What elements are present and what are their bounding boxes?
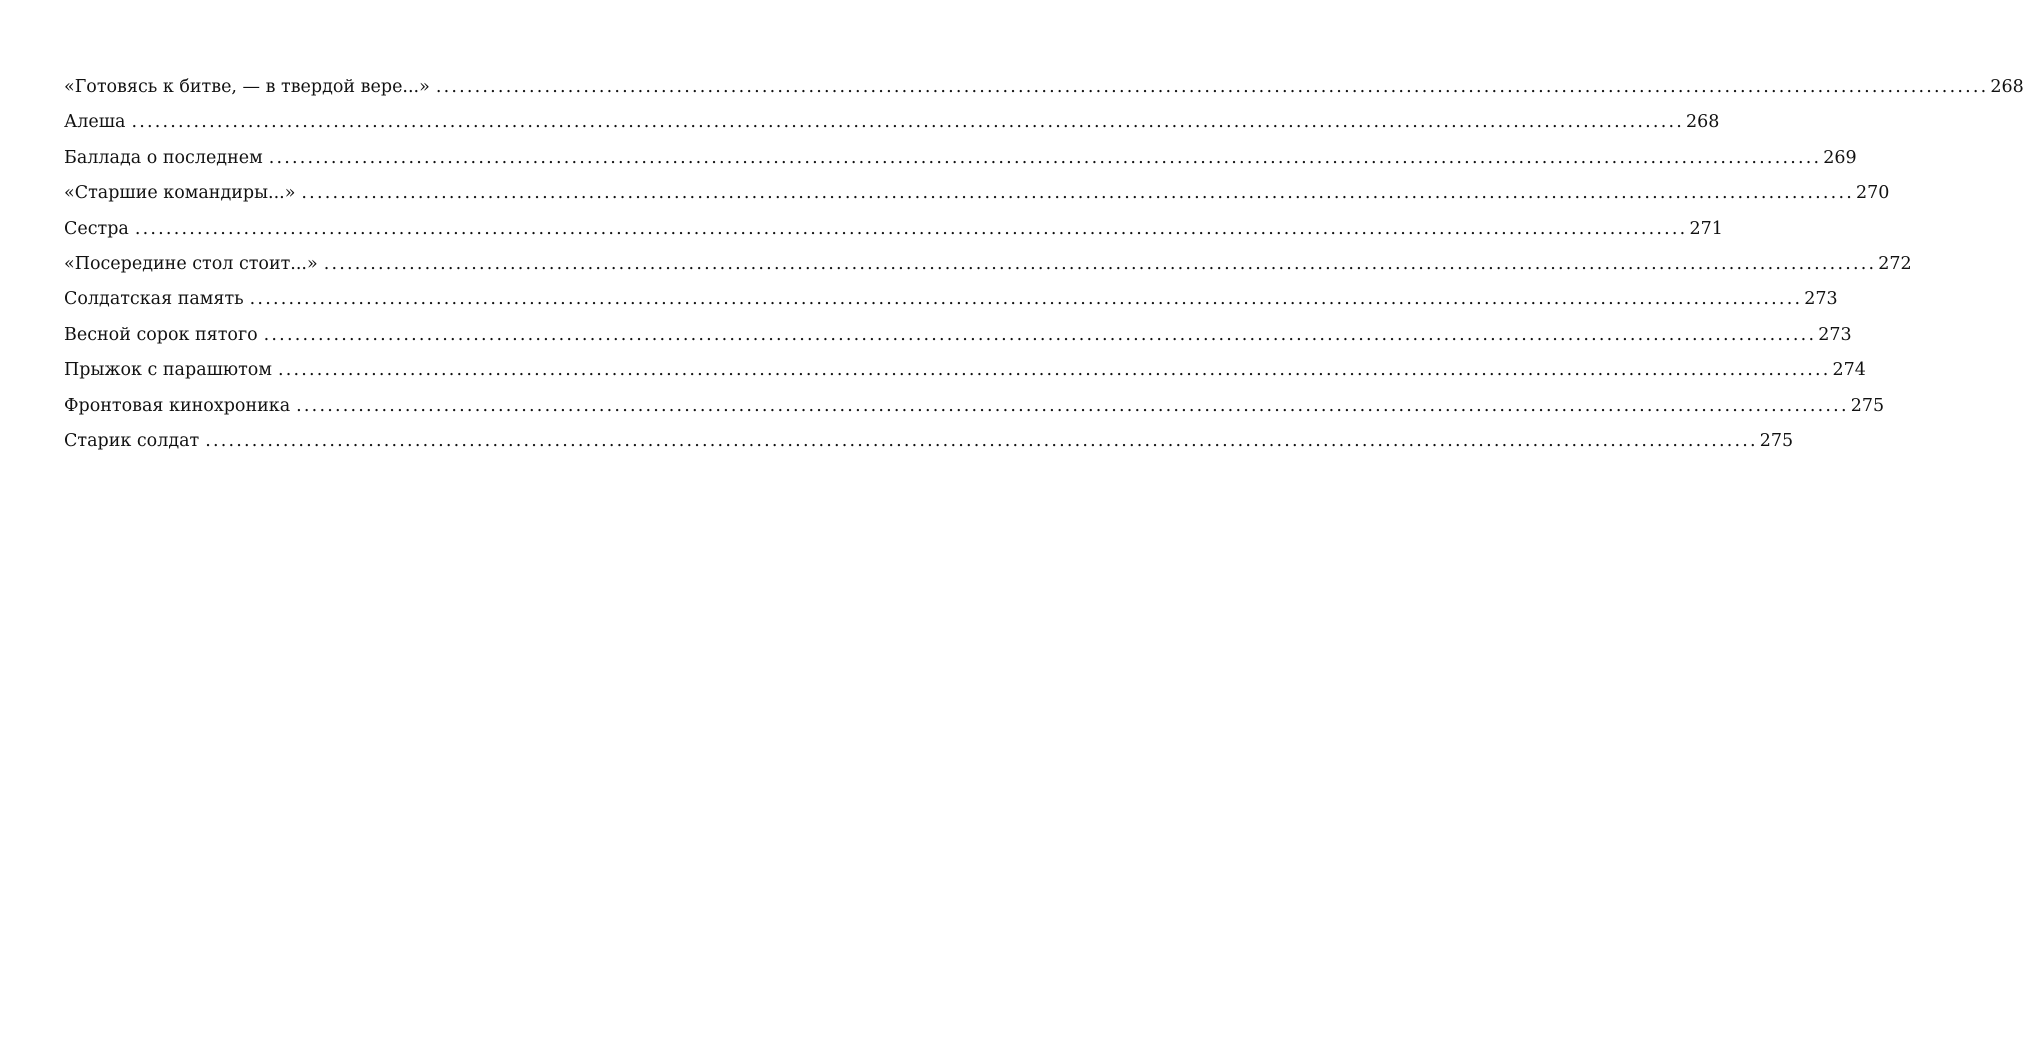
toc-entry-title: Баллада о последнем	[64, 147, 263, 168]
toc-entry-title: «Посередине стол стоит...»	[64, 253, 318, 274]
toc-entry-page: 275	[1850, 395, 1885, 416]
toc-entry-title: Фронтовая кинохроника	[64, 395, 291, 416]
toc-entry	[64, 105, 1720, 140]
toc-entry-title: Старик солдат	[64, 430, 200, 451]
dot-leader: ........................................................................................................................................................................................................	[301, 183, 1854, 204]
toc-entry-page: 272	[1878, 253, 1912, 274]
toc-entry-page: 273	[1818, 324, 1852, 345]
toc-entry-page: 274	[1832, 360, 1866, 381]
toc-entry-title: Весной сорок пятого	[64, 324, 258, 345]
toc-entry	[64, 318, 1852, 353]
dot-leader: ........................................................................................................................................................................................................	[205, 430, 1758, 451]
toc-entry-page: 270	[1855, 183, 1890, 204]
toc-entry	[64, 141, 1857, 176]
toc-entry-page: 275	[1759, 430, 1794, 451]
dot-leader: ........................................................................................................................................................................................................	[134, 218, 1688, 239]
toc-entry-title: Алеша	[64, 112, 126, 133]
toc-entry-title: Сестра	[64, 218, 129, 239]
dot-leader: ........................................................................................................................................................................................................	[323, 253, 1877, 274]
toc-entry-page: 273	[1804, 289, 1838, 310]
toc-entry	[64, 176, 1890, 211]
toc-entry	[64, 282, 1838, 317]
toc-entry-title: «Готовясь к битве, — в твердой вере...»	[64, 77, 430, 97]
toc-entry-title: «Старшие командиры...»	[64, 183, 296, 204]
toc-entry-page: 268	[1686, 112, 1720, 133]
dot-leader: ........................................................................................................................................................................................................	[263, 324, 1817, 345]
dot-leader: ........................................................................................................................................................................................................	[277, 360, 1831, 381]
toc-entry	[64, 424, 1794, 459]
table-of-contents	[64, 70, 2024, 459]
toc-entry	[64, 212, 1723, 247]
dot-leader: ........................................................................................................................................................................................................	[249, 289, 1803, 310]
toc-entry-page: 271	[1689, 218, 1723, 239]
toc-entry	[64, 389, 1885, 424]
toc-entry	[64, 70, 2024, 105]
dot-leader: ........................................................................................................................................................................................................	[296, 395, 1849, 416]
toc-entry-title: Прыжок с парашютом	[64, 360, 272, 381]
dot-leader: ........................................................................................................................................................................................................	[131, 112, 1684, 133]
dot-leader: ........................................................................................................................................................................................................	[268, 147, 1822, 168]
toc-entry-title: Солдатская память	[64, 289, 244, 310]
toc-entry	[64, 247, 1912, 282]
toc-entry-page: 269	[1823, 147, 1857, 168]
dot-leader: ........................................................................................................................................................................................................	[435, 77, 1989, 97]
toc-entry	[64, 353, 1866, 388]
toc-entry-page: 268	[1990, 77, 2024, 97]
